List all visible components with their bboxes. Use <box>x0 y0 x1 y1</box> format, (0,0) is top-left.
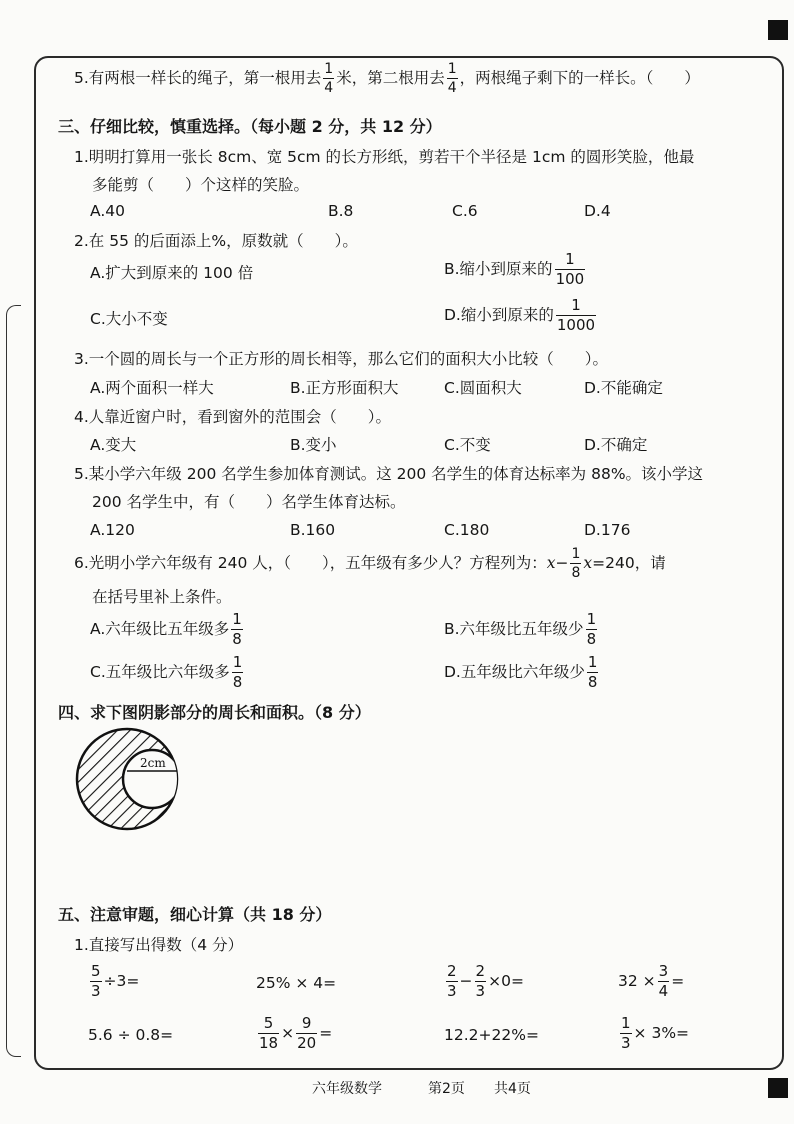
s3-q5-option-a: A.120 <box>90 521 135 539</box>
s3-q4-text: 4.人靠近窗户时，看到窗外的范围会（ ）。 <box>74 408 392 426</box>
s3-q6-option-c: C.五年级比六年级多 $\frac{1}{8}$ <box>90 653 243 691</box>
s3-q4-option-b: B.变小 <box>290 436 337 454</box>
s3-q3-text: 3.一个圆的周长与一个正方形的周长相等，那么它们的面积大小比较（ ）。 <box>74 350 609 368</box>
s3-q5-option-c: C.180 <box>444 521 490 539</box>
s3-q2-option-d: D.缩小到原来的 $\frac{1}{1000}$ <box>444 296 596 334</box>
s3-q6-option-b: B.六年级比五年级少 $\frac{1}{8}$ <box>444 610 597 648</box>
s3-q3-option-d: D.不能确定 <box>584 379 663 397</box>
shaded-circle-figure <box>72 724 184 836</box>
s3-q5-line2: 200 名学生中，有（ ）名学生体育达标。 <box>92 493 406 511</box>
calc-1: $\frac{5}{3}$ ÷3= <box>91 962 140 1000</box>
s3-q2-text: 2.在 55 的后面添上%，原数就（ ）。 <box>74 232 358 250</box>
s3-q4-option-a: A.变大 <box>90 436 137 454</box>
judge-question-5: 5.有两根一样长的绳子，第一根用去 $\frac{1}{4}$ 米，第二根用去 $\frac{1}{4}$ ，两根绳子剩下的一样长。（ ） <box>74 61 700 96</box>
calc-5: 5.6 ÷ 0.8= <box>88 1026 174 1044</box>
s3-q4-option-d: D.不确定 <box>584 436 648 454</box>
calc-7: 12.2+22%= <box>444 1026 539 1044</box>
s3-q6-line2: 在括号里补上条件。 <box>92 588 232 606</box>
s3-q1-option-d: D.4 <box>584 202 611 220</box>
s3-q1-option-c: C.6 <box>452 202 478 220</box>
binding-bracket <box>6 305 21 1057</box>
s3-q6-text: 6.光明小学六年级有 240 人，（ ），五年级有多少人？方程列为：x− $\frac{1}{8}$ x=240，请 <box>74 546 666 581</box>
s5-sub1: 1.直接写出得数（4 分） <box>74 936 244 954</box>
s3-q2-option-a: A.扩大到原来的 100 倍 <box>90 264 254 282</box>
section3-heading: 三、仔细比较，慎重选择。（每小题 2 分，共 12 分） <box>58 117 442 136</box>
s3-q6-option-d: D.五年级比六年级少 $\frac{1}{8}$ <box>444 653 598 691</box>
s3-q1-option-a: A.40 <box>90 202 125 220</box>
footer-page: 第2页 <box>428 1081 465 1097</box>
calc-4: 32 × $\frac{3}{4}$ = <box>618 962 685 1000</box>
s3-q1-option-b: B.8 <box>328 202 354 220</box>
s3-q1-line2: 多能剪（ ）个这样的笑脸。 <box>92 176 310 194</box>
calc-3: $\frac{2}{3}$ − $\frac{2}{3}$ ×0= <box>447 962 524 1000</box>
s3-q2-option-c: C.大小不变 <box>90 310 168 328</box>
s3-q6-option-a: A.六年级比五年级多 $\frac{1}{8}$ <box>90 610 242 648</box>
registration-mark-bottom <box>768 1078 788 1098</box>
s3-q5-option-d: D.176 <box>584 521 631 539</box>
section4-heading: 四、求下图阴影部分的周长和面积。（8 分） <box>58 703 371 722</box>
s3-q1-line1: 1.明明打算用一张长 8cm、宽 5cm 的长方形纸，剪若干个半径是 1cm 的圆形笑脸，他最 <box>74 148 695 166</box>
s3-q5-line1: 5.某小学六年级 200 名学生参加体育测试。这 200 名学生的体育达标率为 88%。该小学这 <box>74 465 704 483</box>
s3-q3-option-b: B.正方形面积大 <box>290 379 399 397</box>
footer-total: 共4页 <box>494 1081 531 1097</box>
calc-2: 25% × 4= <box>256 974 337 992</box>
s3-q4-option-c: C.不变 <box>444 436 491 454</box>
calc-6: $\frac{5}{18}$ × $\frac{9}{20}$ = <box>259 1014 333 1052</box>
registration-mark-top <box>768 20 788 40</box>
s3-q2-option-b: B.缩小到原来的 $\frac{1}{100}$ <box>444 250 585 288</box>
s3-q3-option-a: A.两个面积一样大 <box>90 379 214 397</box>
figure-label: 2cm <box>140 756 166 770</box>
s3-q3-option-c: C.圆面积大 <box>444 379 522 397</box>
s3-q5-option-b: B.160 <box>290 521 336 539</box>
footer-subject: 六年级数学 <box>312 1081 382 1097</box>
calc-8: $\frac{1}{3}$ × 3%= <box>621 1014 690 1052</box>
section5-heading: 五、注意审题，细心计算（共 18 分） <box>58 905 332 924</box>
